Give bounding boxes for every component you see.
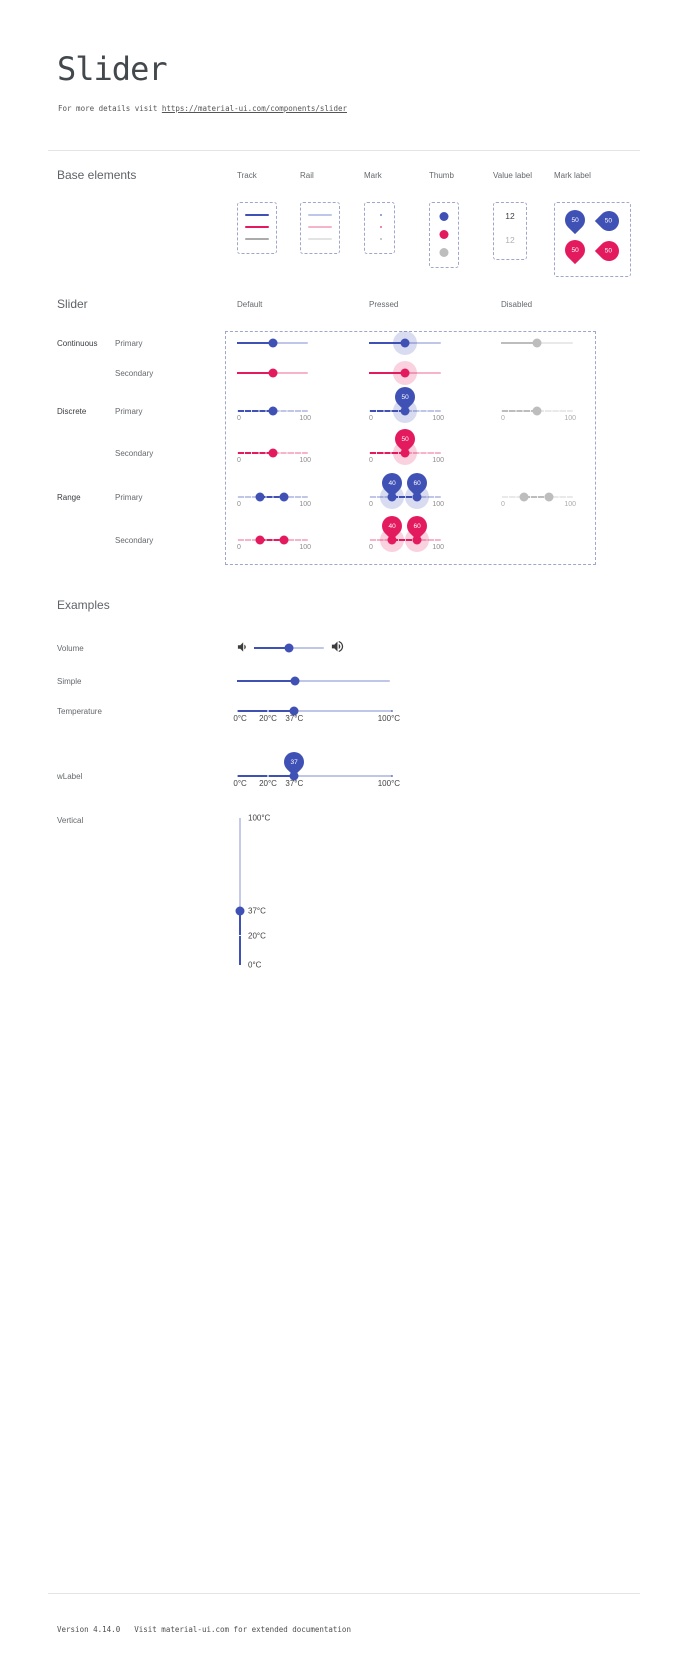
variant-label-secondary: Secondary bbox=[115, 369, 154, 378]
slider-mark bbox=[267, 775, 269, 777]
value-label-high: 60 bbox=[407, 516, 427, 536]
track-sample-primary bbox=[245, 214, 269, 216]
slider-thumb[interactable] bbox=[401, 369, 410, 378]
track-sample-box bbox=[237, 202, 277, 254]
thumb-sample-secondary bbox=[440, 230, 449, 239]
slider-range-primary-default[interactable] bbox=[237, 496, 311, 508]
value-label: 50 bbox=[395, 387, 415, 407]
slider-discrete-primary-default[interactable] bbox=[237, 410, 311, 422]
base-elements-heading: Base elements bbox=[57, 168, 137, 182]
scale-min: 0 bbox=[501, 415, 505, 422]
slider-thumb-low[interactable] bbox=[255, 493, 264, 502]
col-label-value-label: Value label bbox=[493, 171, 532, 180]
value-label: 50 bbox=[395, 429, 415, 449]
scale-min: 0 bbox=[237, 501, 241, 508]
scale-max: 100 bbox=[432, 415, 444, 422]
examples-heading: Examples bbox=[57, 598, 110, 612]
slider-thumb-high bbox=[544, 493, 553, 502]
col-label-rail: Rail bbox=[300, 171, 314, 180]
thumb-sample-box bbox=[429, 202, 459, 268]
scale-min: 0 bbox=[369, 501, 373, 508]
scale-min: 0 bbox=[237, 457, 241, 464]
slider-thumb bbox=[533, 407, 542, 416]
mark-label: 20°C bbox=[259, 779, 277, 788]
slider-track bbox=[237, 680, 295, 682]
slider-wlabel[interactable] bbox=[233, 758, 401, 788]
value-label-sample-active: 12 bbox=[505, 211, 515, 221]
slider-mark bbox=[391, 710, 393, 712]
example-label-vertical: Vertical bbox=[57, 816, 84, 825]
value-label-low: 40 bbox=[382, 473, 402, 493]
scale-max: 100 bbox=[432, 457, 444, 464]
volume-up-icon[interactable] bbox=[330, 639, 345, 654]
scale-min: 0 bbox=[369, 457, 373, 464]
top-divider bbox=[48, 150, 640, 151]
footer bbox=[57, 1625, 351, 1634]
rail-sample-disabled bbox=[308, 238, 332, 240]
mark-label: 100°C bbox=[377, 714, 401, 723]
slider-marks bbox=[237, 496, 308, 498]
slider-continuous-primary-default[interactable] bbox=[237, 342, 308, 344]
slider-thumb[interactable] bbox=[268, 339, 277, 348]
mark-label: 37°C bbox=[248, 906, 266, 916]
group-label-range: Range bbox=[57, 493, 81, 502]
mark-label: 0°C bbox=[248, 960, 262, 970]
variant-label-primary: Primary bbox=[115, 493, 143, 502]
col-label-mark: Mark bbox=[364, 171, 382, 180]
slider-section-heading: Slider bbox=[57, 297, 88, 311]
slider-thumb[interactable] bbox=[268, 449, 277, 458]
slider-thumb-high[interactable] bbox=[279, 536, 288, 545]
slider-discrete-secondary-pressed[interactable] bbox=[369, 435, 444, 464]
scale-min: 0 bbox=[237, 544, 241, 551]
slider-thumb-high[interactable] bbox=[279, 493, 288, 502]
mark-label: 100°C bbox=[377, 779, 401, 788]
mark-label: 37°C bbox=[285, 779, 304, 788]
footer-divider bbox=[48, 1593, 640, 1594]
mark-label: 100°C bbox=[248, 813, 271, 823]
slider-mark bbox=[239, 935, 241, 936]
scale-min: 0 bbox=[501, 501, 505, 508]
rail-sample-secondary bbox=[308, 226, 332, 228]
mark-label-balloon-secondary-left: 50 bbox=[595, 237, 623, 265]
mark-sample-secondary bbox=[380, 226, 382, 228]
slider-mark bbox=[391, 775, 393, 777]
state-header-disabled: Disabled bbox=[501, 300, 533, 309]
col-label-thumb: Thumb bbox=[429, 171, 454, 180]
slider-range-primary-pressed[interactable] bbox=[369, 479, 444, 508]
footer-note: Visit material-ui.com for extended documentation bbox=[134, 1625, 351, 1634]
mark-sample-disabled bbox=[380, 238, 382, 240]
slider-thumb[interactable] bbox=[285, 644, 294, 653]
scale-max: 100 bbox=[432, 544, 444, 551]
variant-label-secondary: Secondary bbox=[115, 449, 154, 458]
slider-thumb[interactable] bbox=[268, 369, 277, 378]
slider-mark bbox=[236, 775, 238, 777]
slider-mark bbox=[267, 710, 269, 712]
scale-min: 0 bbox=[369, 544, 373, 551]
mark-label: 20°C bbox=[248, 931, 266, 941]
value-label-high: 60 bbox=[407, 473, 427, 493]
mark-label-balloon-secondary-down: 50 bbox=[561, 236, 589, 264]
scale-min: 0 bbox=[369, 415, 373, 422]
slider-range-secondary-pressed[interactable] bbox=[369, 522, 444, 551]
col-label-track: Track bbox=[237, 171, 257, 180]
variant-label-primary: Primary bbox=[115, 339, 143, 348]
slider-thumb[interactable] bbox=[268, 407, 277, 416]
slider-continuous-primary-disabled bbox=[501, 342, 573, 344]
variant-label-secondary: Secondary bbox=[115, 536, 154, 545]
example-label-simple: Simple bbox=[57, 677, 82, 686]
state-header-default: Default bbox=[237, 300, 263, 309]
mark-label: 37°C bbox=[285, 714, 304, 723]
thumb-sample-primary bbox=[440, 212, 449, 221]
value-label-sample-box bbox=[493, 202, 527, 260]
rail-sample-box bbox=[300, 202, 340, 254]
mark-sample-box bbox=[364, 202, 395, 254]
mark-sample-primary bbox=[380, 214, 382, 216]
slider-vertical[interactable] bbox=[239, 813, 271, 970]
mark-label: 0°C bbox=[233, 714, 247, 723]
slider-temperature[interactable] bbox=[233, 710, 401, 723]
slider-range-primary-disabled bbox=[501, 496, 576, 508]
example-label-wlabel: wLabel bbox=[57, 772, 83, 781]
group-label-continuous: Continuous bbox=[57, 339, 98, 348]
state-header-pressed: Pressed bbox=[369, 300, 399, 309]
slider-marks bbox=[237, 539, 308, 541]
page-title: Slider bbox=[57, 50, 167, 88]
track-sample-secondary bbox=[245, 226, 269, 228]
slider-thumb[interactable] bbox=[401, 339, 410, 348]
track-sample-disabled bbox=[245, 238, 269, 240]
slider-discrete-primary-pressed[interactable] bbox=[369, 393, 444, 422]
slider-track bbox=[239, 911, 241, 965]
scale-max: 100 bbox=[299, 501, 311, 508]
scale-max: 100 bbox=[299, 457, 311, 464]
example-label-temperature: Temperature bbox=[57, 707, 102, 716]
docs-link[interactable]: https://material-ui.com/components/slider bbox=[161, 104, 347, 113]
volume-down-icon[interactable] bbox=[235, 640, 249, 654]
group-label-discrete: Discrete bbox=[57, 407, 87, 416]
slider-mark bbox=[236, 710, 238, 712]
scale-max: 100 bbox=[432, 501, 444, 508]
slider-marks bbox=[501, 496, 573, 498]
mark-label-balloon-primary-left: 50 bbox=[595, 207, 623, 235]
scale-max: 100 bbox=[564, 501, 576, 508]
slider-continuous-primary-pressed[interactable] bbox=[369, 342, 441, 344]
slider-thumb bbox=[533, 339, 542, 348]
mark-label-balloon-primary-down: 50 bbox=[561, 206, 589, 234]
slider-continuous-secondary-pressed[interactable] bbox=[369, 372, 441, 374]
slider-simple[interactable] bbox=[237, 680, 390, 682]
mark-label-sample-box bbox=[554, 202, 631, 277]
slider-thumb[interactable] bbox=[291, 677, 300, 686]
scale-max: 100 bbox=[299, 544, 311, 551]
slider-thumb-low[interactable] bbox=[255, 536, 264, 545]
subtitle-text: For more details visit bbox=[58, 104, 162, 113]
slider-discrete-secondary-default[interactable] bbox=[237, 452, 311, 464]
slider-range-secondary-default[interactable] bbox=[237, 539, 311, 551]
scale-max: 100 bbox=[564, 415, 576, 422]
slider-track bbox=[237, 710, 294, 712]
scale-max: 100 bbox=[299, 415, 311, 422]
slider-track bbox=[237, 775, 294, 777]
slider-continuous-secondary-default[interactable] bbox=[237, 372, 308, 374]
scale-min: 0 bbox=[237, 415, 241, 422]
value-label: 37 bbox=[284, 752, 304, 772]
slider-volume[interactable] bbox=[254, 647, 324, 649]
example-label-volume: Volume bbox=[57, 644, 84, 653]
footer-version: Version 4.14.0 bbox=[57, 1625, 121, 1634]
slider-discrete-primary-disabled bbox=[501, 410, 576, 422]
rail-sample-primary bbox=[308, 214, 332, 216]
mark-label: 0°C bbox=[233, 779, 247, 788]
value-label-low: 40 bbox=[382, 516, 402, 536]
slider-thumb-low bbox=[520, 493, 529, 502]
col-label-mark-label: Mark label bbox=[554, 171, 591, 180]
value-label-sample-muted: 12 bbox=[505, 235, 515, 245]
mark-label: 20°C bbox=[259, 714, 277, 723]
slider-thumb[interactable] bbox=[236, 906, 245, 915]
variant-label-primary: Primary bbox=[115, 407, 143, 416]
thumb-sample-disabled bbox=[440, 248, 449, 257]
subtitle bbox=[58, 104, 347, 113]
